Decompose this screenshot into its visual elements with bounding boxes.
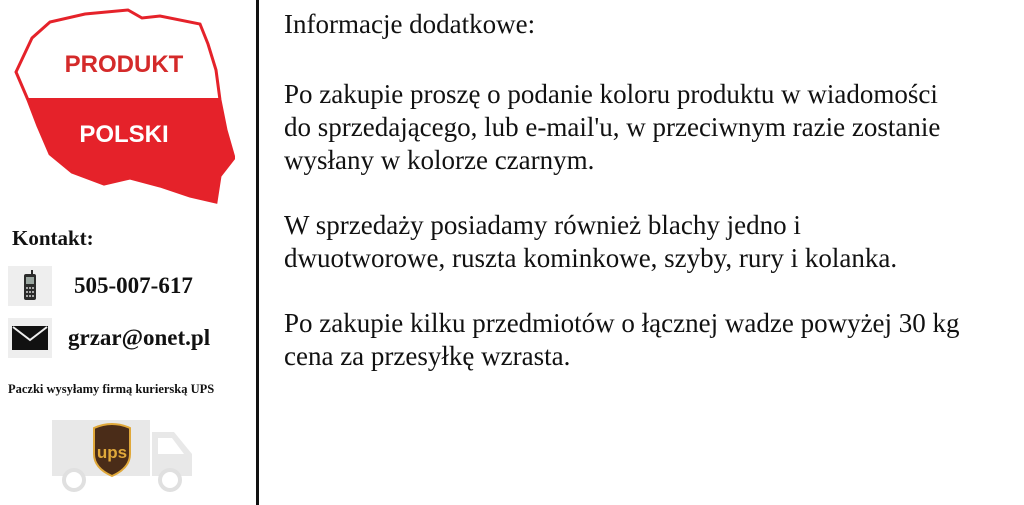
delivery-truck-icon (52, 414, 197, 492)
info-line: Po zakupie proszę o podanie koloru produktu w wiadomości (284, 79, 938, 109)
info-paragraph-shipping (284, 307, 1020, 373)
envelope-icon (8, 318, 52, 358)
contact-title: Kontakt: (12, 226, 94, 250)
info-line: W sprzedaży posiadamy również blachy jedno i (284, 210, 801, 240)
mobile-phone-icon (8, 266, 52, 306)
info-paragraph-color (284, 78, 1020, 177)
info-heading: Informacje dodatkowe: (284, 9, 536, 39)
additional-info (284, 8, 1020, 405)
info-line: Po zakupie kilku przedmiotów o łącznej wadze powyżej 30 kg (284, 308, 960, 338)
badge-line-1: PRODUKT (64, 51, 184, 78)
email-address[interactable]: grzar@onet.pl (68, 325, 211, 350)
sidebar (0, 0, 256, 505)
vertical-divider (256, 0, 259, 505)
phone-number[interactable]: 505-007-617 (74, 273, 193, 298)
email-row (8, 318, 210, 358)
info-line: cena za przesyłkę wzrasta. (284, 341, 571, 371)
ups-logo-text: ups (96, 443, 128, 462)
info-paragraph-products (284, 209, 1020, 275)
produkt-polski-badge (10, 8, 235, 208)
phone-row (8, 266, 193, 306)
shipping-note: Paczki wysyłamy firmą kurierską UPS (8, 382, 215, 396)
badge-line-2: POLSKI (79, 121, 169, 148)
info-line: dwuotworowe, ruszta kominkowe, szyby, rury i kolanka. (284, 243, 898, 273)
info-line: wysłany w kolorze czarnym. (284, 145, 595, 175)
info-line: do sprzedającego, lub e-mail'u, w przeciwnym razie zostanie (284, 112, 941, 142)
